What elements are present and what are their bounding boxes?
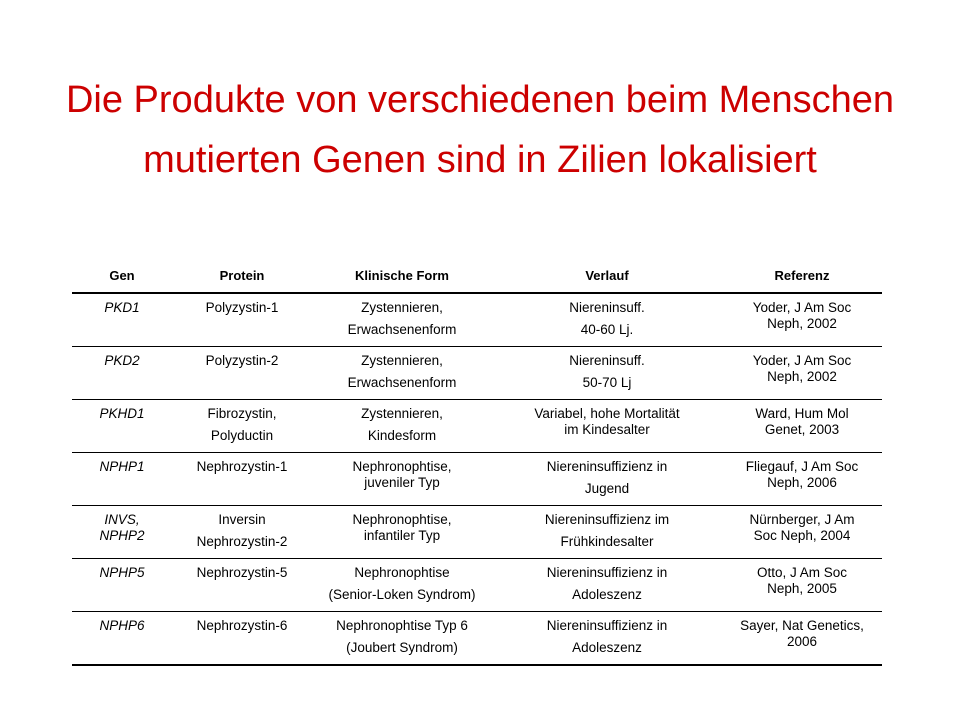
cell-klinische-form-line-1: Zystennieren, bbox=[361, 353, 443, 368]
cell-verlauf-line-2: im Kindesalter bbox=[564, 422, 650, 437]
table-row bbox=[72, 453, 882, 506]
cell-verlauf-line-2: Frühkindesalter bbox=[560, 534, 654, 549]
cell-gen-line-1: INVS, bbox=[104, 512, 140, 527]
cell-gen-line-1: NPHP5 bbox=[99, 565, 145, 580]
header-klinische-form: Klinische Form bbox=[312, 258, 492, 293]
title-line-1: Die Produkte von verschiedenen beim Menschen bbox=[65, 79, 895, 121]
cell-klinische-form-line-1: Zystennieren, bbox=[361, 406, 443, 421]
cell-gen bbox=[72, 506, 172, 559]
header-referenz: Referenz bbox=[722, 258, 882, 293]
cell-referenz-line-2: Neph, 2002 bbox=[767, 369, 837, 384]
cell-referenz bbox=[722, 612, 882, 666]
cell-gen bbox=[72, 453, 172, 506]
cell-protein-line-1: Polyzystin-2 bbox=[205, 353, 279, 368]
header-verlauf: Verlauf bbox=[492, 258, 722, 293]
cell-verlauf-line-1: Niereninsuffizienz in bbox=[546, 459, 668, 474]
cell-referenz-line-1: Sayer, Nat Genetics, bbox=[740, 618, 864, 633]
cell-protein bbox=[172, 400, 312, 453]
cell-klinische-form bbox=[312, 347, 492, 400]
cell-gen bbox=[72, 347, 172, 400]
cell-referenz bbox=[722, 453, 882, 506]
cell-referenz-line-2: 2006 bbox=[786, 634, 818, 649]
cell-referenz bbox=[722, 400, 882, 453]
cell-referenz bbox=[722, 559, 882, 612]
cell-gen-line-1: PKHD1 bbox=[99, 406, 145, 421]
cell-gen-line-1: NPHP6 bbox=[99, 618, 145, 633]
cell-verlauf bbox=[492, 612, 722, 666]
cell-referenz-line-2: Genet, 2003 bbox=[764, 422, 840, 437]
cell-klinische-form bbox=[312, 453, 492, 506]
cell-verlauf-line-1: Variabel, hohe Mortalität bbox=[534, 406, 680, 421]
cell-klinische-form bbox=[312, 612, 492, 666]
cell-referenz-line-1: Fliegauf, J Am Soc bbox=[745, 459, 859, 474]
table-row bbox=[72, 293, 882, 347]
title-line-2: mutierten Genen sind in Zilien lokalisiert bbox=[143, 139, 817, 181]
cell-verlauf-line-1: Niereninsuff. bbox=[569, 300, 645, 315]
cell-klinische-form bbox=[312, 400, 492, 453]
cell-referenz bbox=[722, 506, 882, 559]
cell-verlauf bbox=[492, 506, 722, 559]
table-row bbox=[72, 612, 882, 666]
cell-verlauf-line-2: Adoleszenz bbox=[572, 640, 642, 655]
cell-verlauf-line-2: Adoleszenz bbox=[572, 587, 642, 602]
cell-gen bbox=[72, 559, 172, 612]
cell-klinische-form-line-1: Nephronophtise bbox=[354, 565, 450, 580]
cell-referenz-line-1: Nürnberger, J Am bbox=[749, 512, 855, 527]
table-row bbox=[72, 347, 882, 400]
cell-klinische-form-line-2: Kindesform bbox=[367, 428, 437, 443]
cell-referenz-line-1: Otto, J Am Soc bbox=[756, 565, 848, 580]
cell-klinische-form-line-2: Erwachsenenform bbox=[347, 322, 457, 337]
cell-verlauf bbox=[492, 559, 722, 612]
cell-referenz-line-2: Soc Neph, 2004 bbox=[753, 528, 851, 543]
cell-klinische-form-line-2: (Joubert Syndrom) bbox=[346, 640, 458, 655]
table-row bbox=[72, 506, 882, 559]
cell-gen bbox=[72, 400, 172, 453]
cell-protein-line-1: Polyzystin-1 bbox=[205, 300, 279, 315]
cell-protein-line-1: Inversin bbox=[218, 512, 266, 527]
cell-klinische-form-line-1: Nephronophtise, bbox=[352, 512, 452, 527]
cell-gen-line-1: PKD2 bbox=[104, 353, 140, 368]
cell-gen bbox=[72, 612, 172, 666]
cell-gen-line-1: NPHP1 bbox=[99, 459, 145, 474]
table-row bbox=[72, 559, 882, 612]
cell-protein-line-1: Nephrozystin-6 bbox=[196, 618, 288, 633]
cell-verlauf-line-2: 50-70 Lj bbox=[582, 375, 632, 390]
cell-referenz-line-2: Neph, 2006 bbox=[767, 475, 837, 490]
cell-verlauf bbox=[492, 293, 722, 347]
cell-protein bbox=[172, 612, 312, 666]
cell-verlauf bbox=[492, 400, 722, 453]
header-gen: Gen bbox=[72, 258, 172, 293]
cell-klinische-form-line-2: (Senior-Loken Syndrom) bbox=[328, 587, 476, 602]
cell-protein-line-1: Nephrozystin-5 bbox=[196, 565, 288, 580]
cell-klinische-form-line-1: Nephronophtise, bbox=[352, 459, 452, 474]
cell-referenz bbox=[722, 293, 882, 347]
cell-gen-line-1: PKD1 bbox=[104, 300, 140, 315]
slide-title bbox=[0, 70, 960, 190]
cell-protein-line-1: Fibrozystin, bbox=[207, 406, 277, 421]
cell-protein bbox=[172, 347, 312, 400]
cell-klinische-form bbox=[312, 506, 492, 559]
cell-protein-line-1: Nephrozystin-1 bbox=[196, 459, 288, 474]
cell-protein bbox=[172, 453, 312, 506]
cell-klinische-form-line-1: Nephronophtise Typ 6 bbox=[336, 618, 468, 633]
cell-protein bbox=[172, 559, 312, 612]
cell-verlauf-line-1: Niereninsuff. bbox=[569, 353, 645, 368]
cell-gen bbox=[72, 293, 172, 347]
table-header-row bbox=[72, 258, 882, 293]
cell-klinische-form-line-2: infantiler Typ bbox=[363, 528, 441, 543]
cell-verlauf bbox=[492, 453, 722, 506]
cell-referenz-line-1: Ward, Hum Mol bbox=[755, 406, 849, 421]
cell-protein bbox=[172, 293, 312, 347]
cell-klinische-form bbox=[312, 293, 492, 347]
cell-protein bbox=[172, 506, 312, 559]
cell-klinische-form-line-1: Zystennieren, bbox=[361, 300, 443, 315]
cell-referenz-line-2: Neph, 2005 bbox=[767, 581, 837, 596]
cell-referenz-line-1: Yoder, J Am Soc bbox=[752, 353, 852, 368]
cell-referenz-line-1: Yoder, J Am Soc bbox=[752, 300, 852, 315]
header-protein: Protein bbox=[172, 258, 312, 293]
cell-protein-line-2: Polyductin bbox=[210, 428, 274, 443]
cell-verlauf-line-2: 40-60 Lj. bbox=[580, 322, 634, 337]
cell-verlauf-line-1: Niereninsuffizienz in bbox=[546, 565, 668, 580]
cell-referenz-line-2: Neph, 2002 bbox=[767, 316, 837, 331]
cell-klinische-form-line-2: Erwachsenenform bbox=[347, 375, 457, 390]
cell-verlauf-line-2: Jugend bbox=[584, 481, 630, 496]
gene-table bbox=[72, 258, 882, 666]
cell-gen-line-2: NPHP2 bbox=[99, 528, 145, 543]
table-row bbox=[72, 400, 882, 453]
cell-verlauf bbox=[492, 347, 722, 400]
cell-verlauf-line-1: Niereninsuffizienz im bbox=[544, 512, 670, 527]
cell-verlauf-line-1: Niereninsuffizienz in bbox=[546, 618, 668, 633]
cell-klinische-form-line-2: juveniler Typ bbox=[364, 475, 440, 490]
cell-protein-line-2: Nephrozystin-2 bbox=[196, 534, 288, 549]
cell-referenz bbox=[722, 347, 882, 400]
cell-klinische-form bbox=[312, 559, 492, 612]
